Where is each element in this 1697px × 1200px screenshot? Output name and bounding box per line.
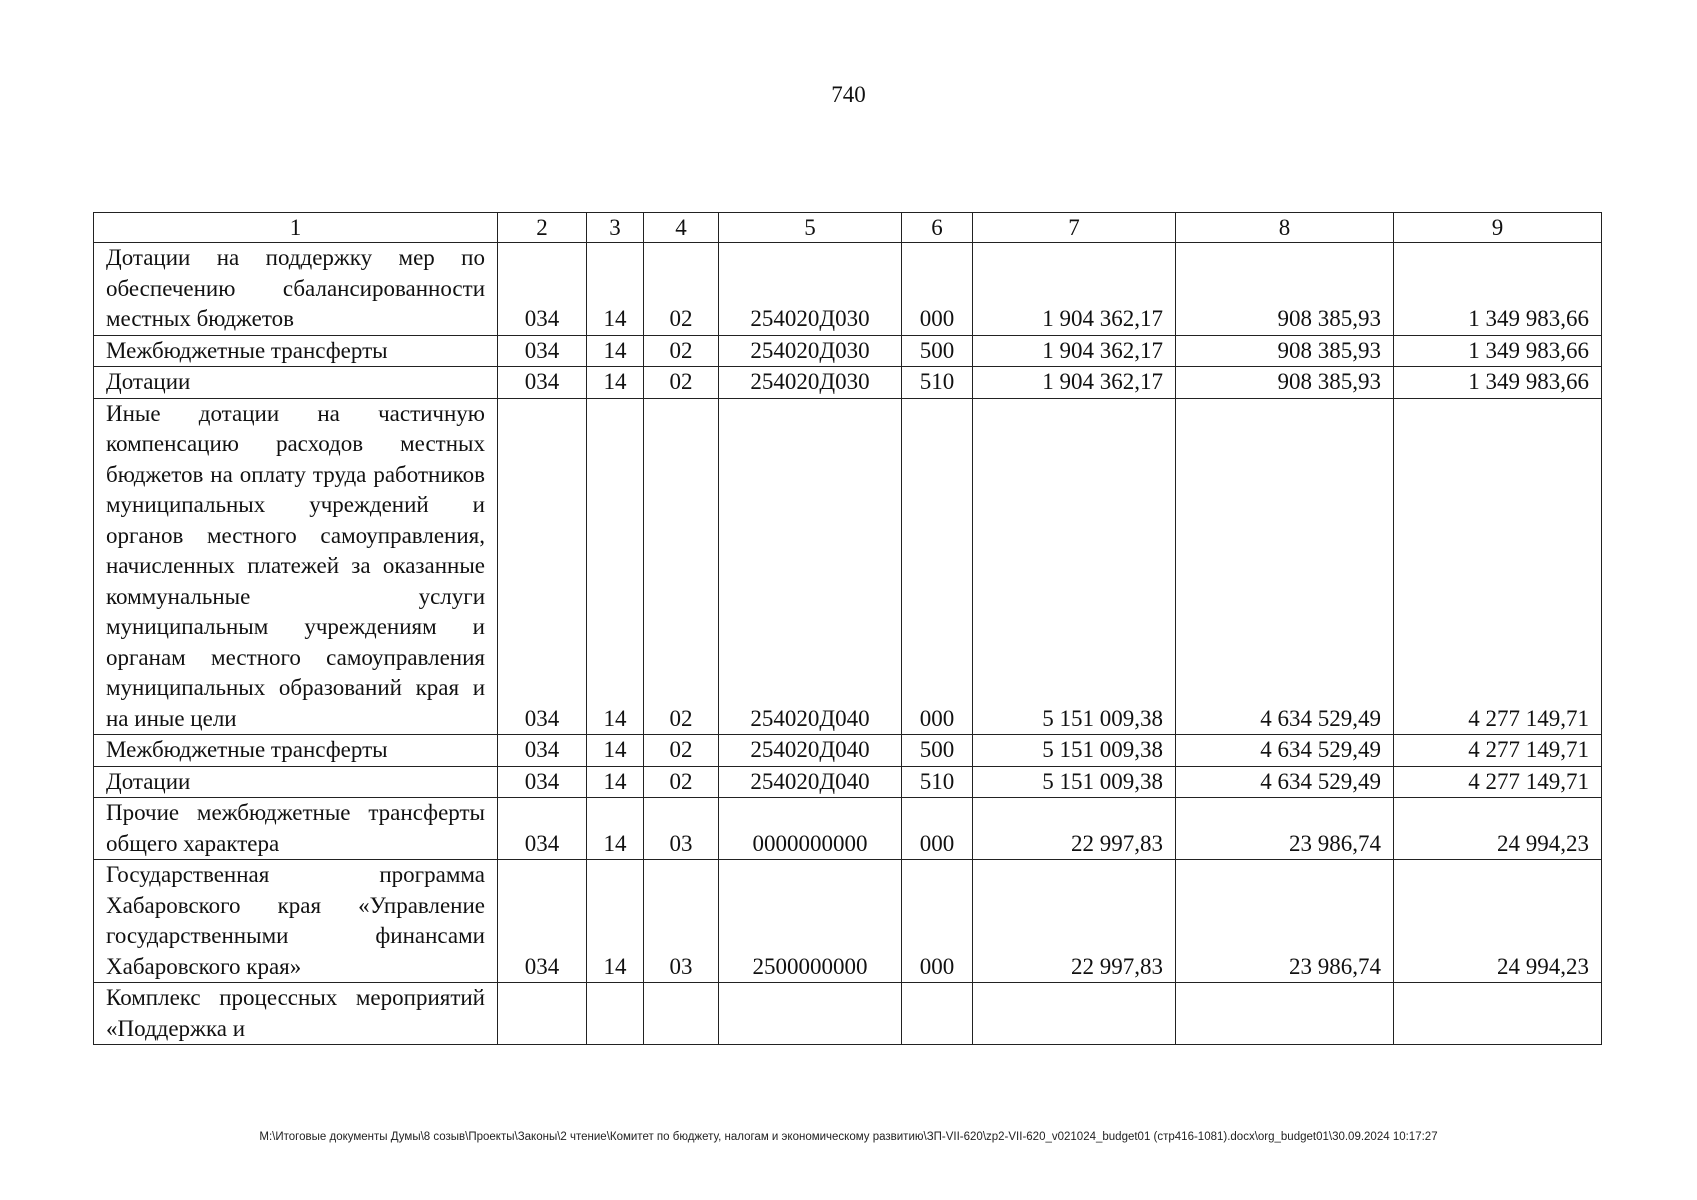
cell-target-article: 0000000000 — [719, 798, 902, 860]
cell-amount-9: 4 277 149,71 — [1394, 398, 1602, 735]
table-row — [94, 798, 1602, 860]
cell-amount-9: 1 349 983,66 — [1394, 243, 1602, 336]
column-header: 7 — [973, 213, 1176, 243]
cell-amount-8: 908 385,93 — [1176, 335, 1394, 367]
cell-target-article — [719, 983, 902, 1045]
cell-amount-8: 4 634 529,49 — [1176, 735, 1394, 767]
cell-expense-type — [902, 983, 973, 1045]
cell-target-article: 254020Д030 — [719, 367, 902, 399]
cell-code: 034 — [498, 735, 587, 767]
table-row — [94, 983, 1602, 1045]
budget-table — [93, 212, 1602, 1045]
cell-code: 034 — [498, 798, 587, 860]
cell-section — [587, 983, 644, 1045]
row-description: Прочие межбюджетные трансферты общего характера — [94, 798, 498, 860]
cell-amount-8: 4 634 529,49 — [1176, 398, 1394, 735]
cell-section: 14 — [587, 735, 644, 767]
cell-code: 034 — [498, 367, 587, 399]
cell-code: 034 — [498, 398, 587, 735]
cell-amount-8 — [1176, 983, 1394, 1045]
cell-expense-type: 510 — [902, 367, 973, 399]
column-header: 1 — [94, 213, 498, 243]
cell-subsection: 02 — [644, 335, 719, 367]
table-row — [94, 735, 1602, 767]
column-header: 3 — [587, 213, 644, 243]
column-header: 4 — [644, 213, 719, 243]
cell-subsection — [644, 983, 719, 1045]
column-header: 2 — [498, 213, 587, 243]
table-row — [94, 367, 1602, 399]
row-description: Дотации на поддержку мер по обеспечению сбалансированности местных бюджетов — [94, 243, 498, 336]
cell-section: 14 — [587, 243, 644, 336]
cell-amount-9 — [1394, 983, 1602, 1045]
cell-code: 034 — [498, 860, 587, 983]
cell-amount-7: 1 904 362,17 — [973, 243, 1176, 336]
table-row — [94, 243, 1602, 336]
table-row — [94, 335, 1602, 367]
table-row — [94, 860, 1602, 983]
row-description: Дотации — [94, 766, 498, 798]
column-header: 6 — [902, 213, 973, 243]
cell-target-article: 254020Д040 — [719, 766, 902, 798]
row-description: Государственная программа Хабаровского края «Управление государственными финансами Хабаровского края» — [94, 860, 498, 983]
page-number: 740 — [831, 82, 866, 107]
row-description: Комплекс процессных мероприятий «Поддержка и — [94, 983, 498, 1045]
table-row — [94, 398, 1602, 735]
cell-expense-type: 500 — [902, 735, 973, 767]
cell-subsection: 02 — [644, 735, 719, 767]
cell-subsection: 02 — [644, 766, 719, 798]
cell-amount-7: 5 151 009,38 — [973, 735, 1176, 767]
cell-amount-8: 908 385,93 — [1176, 243, 1394, 336]
cell-amount-7: 22 997,83 — [973, 798, 1176, 860]
cell-amount-8: 908 385,93 — [1176, 367, 1394, 399]
column-header: 9 — [1394, 213, 1602, 243]
cell-amount-9: 1 349 983,66 — [1394, 335, 1602, 367]
cell-section: 14 — [587, 335, 644, 367]
cell-amount-7 — [973, 983, 1176, 1045]
cell-expense-type: 510 — [902, 766, 973, 798]
cell-section: 14 — [587, 766, 644, 798]
cell-amount-7: 5 151 009,38 — [973, 398, 1176, 735]
cell-target-article: 254020Д040 — [719, 735, 902, 767]
cell-subsection: 03 — [644, 860, 719, 983]
cell-expense-type: 000 — [902, 798, 973, 860]
row-description: Межбюджетные трансферты — [94, 335, 498, 367]
cell-section: 14 — [587, 860, 644, 983]
column-header: 8 — [1176, 213, 1394, 243]
cell-amount-8: 23 986,74 — [1176, 798, 1394, 860]
cell-amount-8: 23 986,74 — [1176, 860, 1394, 983]
table-row — [94, 766, 1602, 798]
row-description: Дотации — [94, 367, 498, 399]
document-path-footer: M:\Итоговые документы Думы\8 созыв\Проекты\Законы\2 чтение\Комитет по бюджету, налогам и экономическому развитию\ЗП-VII-620\zp2-VII-620_v021024_budget01 (стр416-1081).docx\org_budget01\30.09.2024 10:17:27 — [259, 1131, 1438, 1143]
cell-subsection: 03 — [644, 798, 719, 860]
cell-code: 034 — [498, 243, 587, 336]
cell-subsection: 02 — [644, 367, 719, 399]
cell-amount-9: 1 349 983,66 — [1394, 367, 1602, 399]
cell-target-article: 2500000000 — [719, 860, 902, 983]
cell-amount-9: 24 994,23 — [1394, 798, 1602, 860]
cell-code: 034 — [498, 335, 587, 367]
cell-subsection: 02 — [644, 243, 719, 336]
cell-amount-9: 4 277 149,71 — [1394, 735, 1602, 767]
cell-section: 14 — [587, 398, 644, 735]
cell-amount-7: 5 151 009,38 — [973, 766, 1176, 798]
column-header: 5 — [719, 213, 902, 243]
cell-target-article: 254020Д030 — [719, 243, 902, 336]
cell-code — [498, 983, 587, 1045]
cell-expense-type: 000 — [902, 860, 973, 983]
cell-amount-9: 24 994,23 — [1394, 860, 1602, 983]
cell-target-article: 254020Д040 — [719, 398, 902, 735]
cell-amount-7: 1 904 362,17 — [973, 367, 1176, 399]
column-number-row — [94, 213, 1602, 243]
cell-code: 034 — [498, 766, 587, 798]
cell-subsection: 02 — [644, 398, 719, 735]
row-description: Иные дотации на частичную компенсацию расходов местных бюджетов на оплату труда работников муниципальных учреждений и органов местного самоуправления, начисленных платежей за оказанные коммунальные услуги муниципальным учреждениям и органам местного самоуправления муниципальных образований края и на иные цели — [94, 398, 498, 735]
cell-target-article: 254020Д030 — [719, 335, 902, 367]
row-description: Межбюджетные трансферты — [94, 735, 498, 767]
cell-amount-7: 22 997,83 — [973, 860, 1176, 983]
cell-amount-9: 4 277 149,71 — [1394, 766, 1602, 798]
cell-amount-7: 1 904 362,17 — [973, 335, 1176, 367]
cell-expense-type: 000 — [902, 243, 973, 336]
cell-section: 14 — [587, 798, 644, 860]
cell-expense-type: 000 — [902, 398, 973, 735]
cell-amount-8: 4 634 529,49 — [1176, 766, 1394, 798]
cell-section: 14 — [587, 367, 644, 399]
cell-expense-type: 500 — [902, 335, 973, 367]
